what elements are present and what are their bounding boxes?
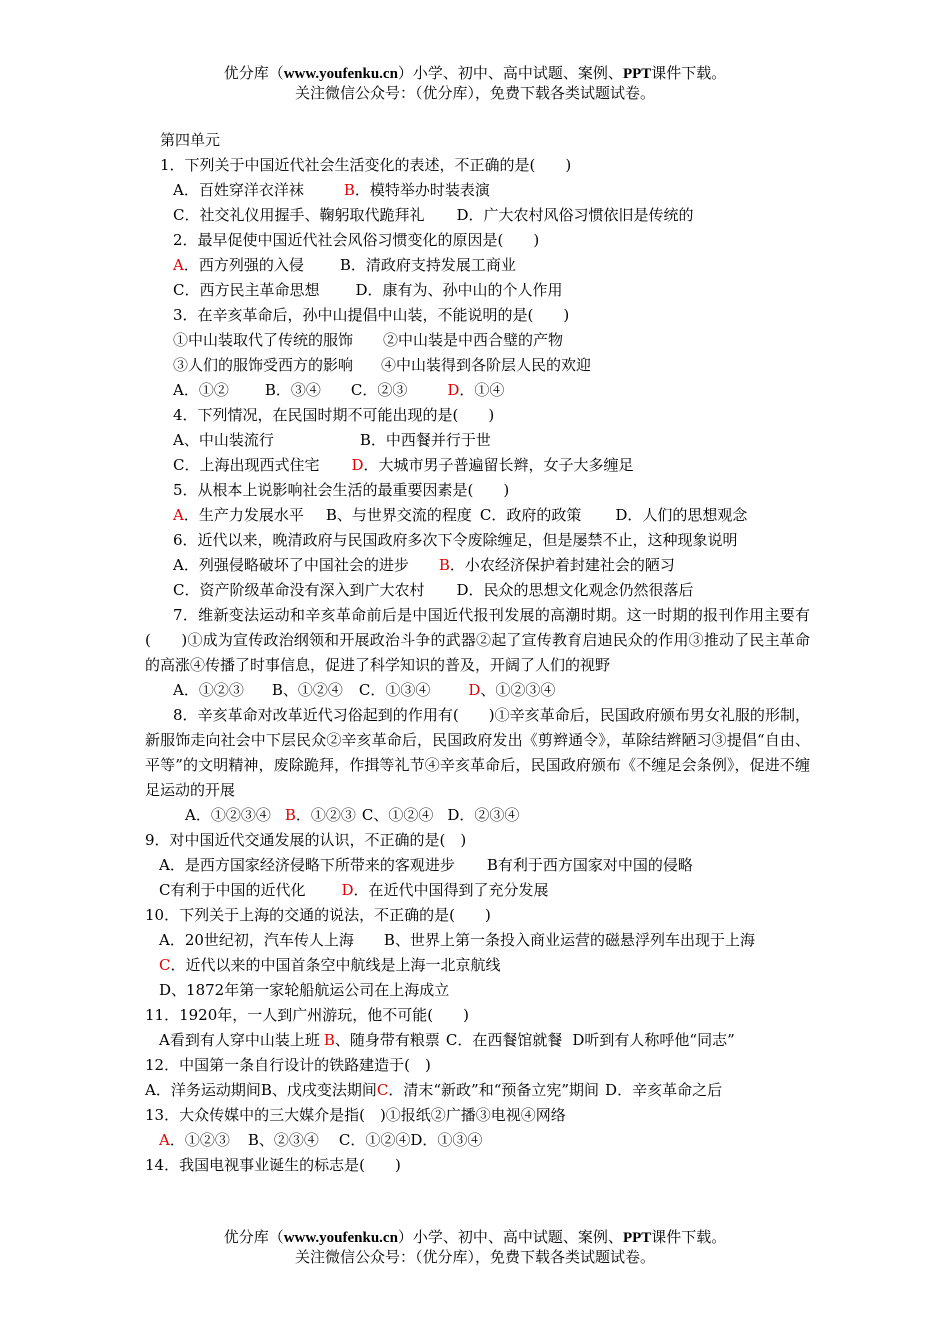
option-c: C．①②④ (338, 1131, 411, 1149)
question-4-options-ab (145, 428, 810, 453)
question-4-stem: 4．下列情况，在民国时期不可能出现的是( ) (173, 406, 495, 424)
option-d: 、①②③④ (480, 681, 556, 699)
statement-2: ②中山装是中西合璧的产物 (383, 331, 564, 349)
question-10-option-d: D、1872年第一家轮船航运公司在上海成立 (159, 981, 450, 999)
option-b: B、①②④ (271, 681, 343, 699)
answer-letter: B (343, 181, 355, 199)
option-b: B、与世界交流的程度 (325, 506, 472, 524)
answer-letter: B (284, 806, 296, 824)
question-1-stem: 1．下列关于中国近代社会生活变化的表述，不正确的是( ) (160, 156, 572, 174)
option-a: A．洋务运动期间 (145, 1081, 261, 1099)
question-2-stem: 2．最早促使中国近代社会风俗习惯变化的原因是( ) (173, 231, 540, 249)
answer-letter: D (341, 881, 354, 899)
question-10-option-c (145, 953, 810, 978)
option-d: ．①④ (459, 381, 505, 399)
answer-letter: C (376, 1081, 389, 1099)
option-a: A．①② (173, 381, 229, 399)
page-header (0, 64, 950, 103)
question-8-options (145, 803, 810, 828)
question-3-options (145, 378, 810, 403)
question-13-options (145, 1128, 810, 1153)
question-12-options (145, 1078, 810, 1103)
option-b: ．模特举办时装表演 (354, 181, 490, 199)
option-b: B、戊戌变法期间 (260, 1081, 377, 1099)
question-9-options-cd (145, 878, 810, 903)
option-c: C．②③ (350, 381, 408, 399)
answer-letter: D (351, 456, 364, 474)
option-a: ．西方列强的入侵 (183, 256, 304, 274)
question-4-options-cd (145, 453, 810, 478)
question-8-stem: 8．辛亥革命对改革近代习俗起到的作用有( )①辛亥革命后，民国政府颁布男女礼服的形制，新服饰走向社会中下层民众②辛亥革命后，民国政府发出《剪辫通令》，革除结辫陋习③提倡“自由、平等”的文明精神，废除跪拜，作揖等礼节④辛亥革命后，民国政府颁布《不缠足会条例》，促进不缠足运动的开展 (145, 706, 810, 799)
footer-line-1 (0, 1228, 950, 1248)
question-3-statements-34 (145, 353, 810, 378)
header-text: 优分库（ (223, 64, 284, 82)
answer-letter: A (173, 506, 184, 524)
question-11-stem: 11．1920年，一人到广州游玩，他不可能( ) (145, 1006, 469, 1024)
option-b: B．③④ (264, 381, 321, 399)
question-1-options-ab (145, 178, 810, 203)
question-10-options-ab: A．20世纪初，汽车传人上海 B、世界上第一条投入商业运营的磁悬浮列车出现于上海 (159, 931, 755, 949)
question-9-options-ab (145, 853, 810, 878)
answer-letter: C (159, 956, 171, 974)
question-9-stem: 9．对中国近代交通发展的认识，不正确的是( ) (145, 831, 467, 849)
question-14-stem: 14．我国电视事业诞生的标志是( ) (145, 1156, 401, 1174)
option-d: D．辛亥革命之后 (605, 1081, 723, 1099)
question-5-options (145, 503, 810, 528)
question-3-stem: 3．在辛亥革命后，孙中山提倡中山装，不能说明的是( ) (173, 306, 570, 324)
option-c: C有利于中国的近代化 (159, 881, 306, 899)
question-2-options-cd (145, 278, 810, 303)
option-b: B．清政府支持发展工商业 (339, 256, 516, 274)
footer-text: ）小学、初中、高中试题、案例、 (397, 1228, 623, 1246)
option-d: D．民众的思想文化观念仍然很落后 (456, 581, 694, 599)
option-a: A．是西方国家经济侵略下所带来的客观进步 (159, 856, 455, 874)
question-1-options-cd (145, 203, 810, 228)
page-footer (0, 1228, 950, 1267)
option-c: C．资产阶级革命没有深入到广大农村 (173, 581, 425, 599)
question-6-stem: 6．近代以来，晚清政府与民国政府多次下令废除缠足，但是屡禁不止，这种现象说明 (173, 531, 738, 549)
option-a: ．生产力发展水平 (183, 506, 304, 524)
answer-letter: B (323, 1031, 335, 1049)
option-c: C．政府的政策 (479, 506, 582, 524)
answer-letter: B (438, 556, 450, 574)
option-c: C、①②④ (361, 806, 434, 824)
answer-letter: D (447, 381, 460, 399)
option-d: D．①③④ (410, 1131, 483, 1149)
answer-letter: A (159, 1131, 170, 1149)
question-6-options-ab (145, 553, 810, 578)
footer-text: 优分库（ (223, 1228, 284, 1246)
option-b: B有利于西方国家对中国的侵略 (486, 856, 693, 874)
option-d: D听到有人称呼他“同志” (572, 1031, 735, 1049)
option-b: B、②③④ (247, 1131, 319, 1149)
option-b: 、随身带有粮票 (334, 1031, 440, 1049)
footer-url-link[interactable]: www.youfenku.cn (283, 1230, 398, 1246)
header-text: 课件下载。 (651, 64, 727, 82)
option-d: D．人们的思想观念 (615, 506, 748, 524)
option-a: A、中山装流行 (173, 431, 274, 449)
option-a: A．①②③④ (185, 806, 271, 824)
option-b: B．中西餐并行于世 (359, 431, 491, 449)
header-line-1 (0, 64, 950, 84)
unit-title: 第四单元 (160, 131, 221, 149)
statement-1: ①中山装取代了传统的服饰 (173, 331, 354, 349)
answer-letter: A (173, 256, 184, 274)
option-a: A．百姓穿洋衣洋袜 (173, 181, 304, 199)
option-c: C．西方民主革命思想 (173, 281, 320, 299)
option-b: ．①②③ (295, 806, 356, 824)
header-text: ）小学、初中、高中试题、案例、 (397, 64, 623, 82)
option-d: D．②③④ (447, 806, 520, 824)
option-c: C．在西餐馆就餐 (445, 1031, 563, 1049)
option-c: C．社交礼仪用握手、鞠躬取代跪拜礼 (173, 206, 425, 224)
option-c: C．①③④ (358, 681, 431, 699)
question-13-stem: 13．大众传媒中的三大媒介是指( )①报纸②广播③电视④网络 (145, 1106, 566, 1124)
header-url-link[interactable]: www.youfenku.cn (283, 66, 398, 82)
header-line-2: 关注微信公众号：（优分库），免费下载各类试题试卷。 (294, 84, 655, 102)
option-b: ．小农经济保护着封建社会的陋习 (449, 556, 675, 574)
option-a: A看到有人穿中山装上班 (159, 1031, 320, 1049)
footer-text: PPT (622, 1230, 652, 1246)
option-d: D．广大农村风俗习惯依旧是传统的 (456, 206, 694, 224)
question-2-options-ab (145, 253, 810, 278)
statement-3: ③人们的服饰受西方的影响 (173, 356, 354, 374)
answer-letter: D (468, 681, 481, 699)
option-a: A．列强侵略破坏了中国社会的进步 (173, 556, 409, 574)
question-3-statements-12 (145, 328, 810, 353)
document-body (145, 128, 810, 1178)
header-text: PPT (622, 66, 652, 82)
footer-text: 课件下载。 (651, 1228, 727, 1246)
option-c: ．清末“新政”和“预备立宪”期间 (388, 1081, 600, 1099)
question-6-options-cd (145, 578, 810, 603)
question-10-stem: 10．下列关于上海的交通的说法，不正确的是( ) (145, 906, 491, 924)
question-7-stem: 7．维新变法运动和辛亥革命前后是中国近代报刊发展的高潮时期。这一时期的报刊作用主要有( )①成为宣传政治纲领和开展政治斗争的武器②起了宣传教育启迪民众的作用③推动了民主革命的高涨④传播了时事信息，促进了科学知识的普及，开阔了人们的视野 (145, 606, 810, 674)
question-12-stem: 12．中国第一条自行设计的铁路建造于( ) (145, 1056, 431, 1074)
statement-4: ④中山装得到各阶层人民的欢迎 (381, 356, 592, 374)
question-7-options (145, 678, 810, 703)
footer-line-2: 关注微信公众号：（优分库），免费下载各类试题试卷。 (294, 1248, 655, 1266)
option-d: D．康有为、孙中山的个人作用 (355, 281, 563, 299)
option-c: ．近代以来的中国首条空中航线是上海一北京航线 (170, 956, 501, 974)
option-d: ．在近代中国得到了充分发展 (353, 881, 549, 899)
option-d: ．大城市男子普遍留长辫，女子大多缠足 (363, 456, 634, 474)
question-5-stem: 5．从根本上说影响社会生活的最重要因素是( ) (173, 481, 510, 499)
question-11-options (145, 1028, 810, 1053)
option-a: A．①②③ (173, 681, 244, 699)
option-a: ．①②③ (169, 1131, 230, 1149)
option-c: C．上海出现西式住宅 (173, 456, 320, 474)
